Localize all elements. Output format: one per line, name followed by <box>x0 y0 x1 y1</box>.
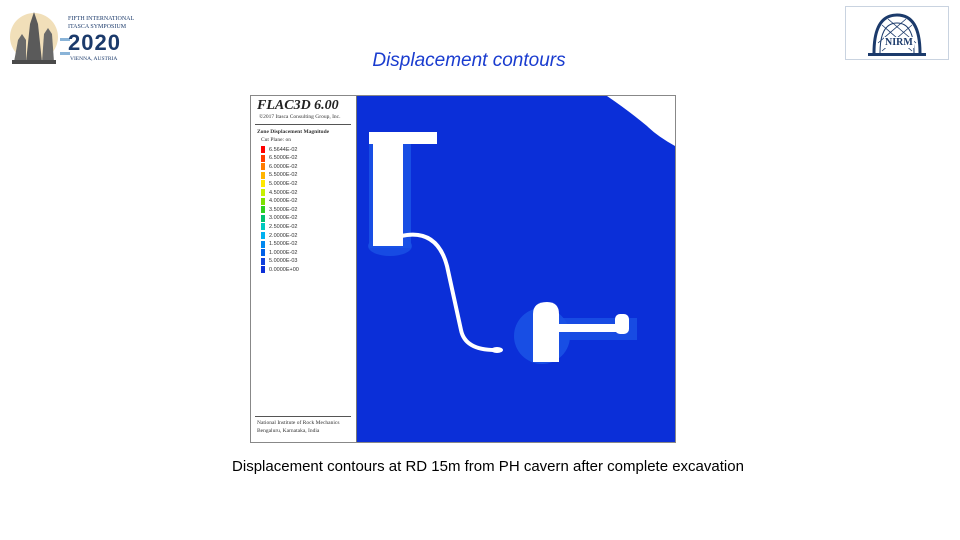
footer-line1: National Institute of Rock Mechanics <box>257 420 340 426</box>
legend-item <box>261 232 297 239</box>
legend-item <box>261 163 297 170</box>
legend-label: 3.0000E-02 <box>269 215 298 222</box>
legend-label: 5.5000E-02 <box>269 172 298 179</box>
transformer-cavern <box>615 314 629 334</box>
legend-swatch <box>261 258 265 265</box>
legend-swatch <box>261 189 265 196</box>
legend-label: 6.5644E-02 <box>269 146 298 153</box>
legend-label: 1.0000E-02 <box>269 249 298 256</box>
logo-line2: ITASCA SYMPOSIUM <box>68 24 127 30</box>
vertical-shaft <box>373 132 403 246</box>
legend-item <box>261 249 297 256</box>
legend-label: 2.0000E-02 <box>269 232 298 239</box>
software-title: FLAC3D 6.00 <box>257 98 339 113</box>
legend-swatch <box>261 172 265 179</box>
legend-swatch <box>261 155 265 162</box>
footer-line2: Bengaluru, Karnataka, India <box>257 428 320 434</box>
legend-label: 6.5000E-02 <box>269 155 298 162</box>
legend-item <box>261 223 297 230</box>
legend-swatch <box>261 206 265 213</box>
figure-caption: Displacement contours at RD 15m from PH cavern after complete excavation <box>232 458 744 475</box>
copyright-text: ©2017 Itasca Consulting Group, Inc. <box>259 114 341 120</box>
legend-item <box>261 258 297 265</box>
ph-cavern <box>533 302 559 362</box>
legend-swatch <box>261 198 265 205</box>
legend-label: 1.5000E-02 <box>269 241 298 248</box>
flac3d-figure <box>250 95 676 443</box>
contour-plot <box>357 96 675 442</box>
legend-label: 4.0000E-02 <box>269 198 298 205</box>
logo-location: VIENNA, AUSTRIA <box>70 56 118 62</box>
legend-panel <box>251 96 357 442</box>
legend-item <box>261 180 297 187</box>
legend-swatch <box>261 266 265 273</box>
legend-label: 0.0000E+00 <box>269 266 299 273</box>
legend-title: Zone Displacement Magnitude <box>257 129 330 135</box>
legend-swatch <box>261 249 265 256</box>
legend-item <box>261 266 299 273</box>
legend-swatch <box>261 215 265 222</box>
displacement-contour-graphic <box>357 96 675 442</box>
legend-label: 4.5000E-02 <box>269 189 298 196</box>
logo-year: 2020 <box>68 30 121 55</box>
legend-label: 5.0000E-03 <box>269 258 298 265</box>
legend-swatch <box>261 241 265 248</box>
connecting-tunnel <box>401 235 495 350</box>
legend-subtitle: Cut Plane: on <box>261 137 291 143</box>
legend-item <box>261 206 297 213</box>
nirm-label: NIRM <box>885 37 913 48</box>
access-gallery <box>557 324 621 332</box>
slide-title: Displacement contours <box>372 50 566 71</box>
legend-swatch <box>261 146 265 153</box>
legend-item <box>261 198 297 205</box>
legend-item <box>261 215 297 222</box>
ground-surface-region <box>607 96 675 146</box>
legend-item <box>261 241 297 248</box>
legend-swatch <box>261 223 265 230</box>
legend-item <box>261 146 297 153</box>
legend-label: 2.5000E-02 <box>269 223 298 230</box>
legend-swatch <box>261 163 265 170</box>
legend-item <box>261 155 297 162</box>
legend-swatch <box>261 180 265 187</box>
logo-line1: FIFTH INTERNATIONAL <box>68 16 135 22</box>
legend-label: 5.0000E-02 <box>269 180 298 187</box>
legend-label: 6.0000E-02 <box>269 163 298 170</box>
legend-item <box>261 189 297 196</box>
legend-swatch <box>261 232 265 239</box>
legend-item <box>261 172 297 179</box>
legend-label: 3.5000E-02 <box>269 206 298 213</box>
